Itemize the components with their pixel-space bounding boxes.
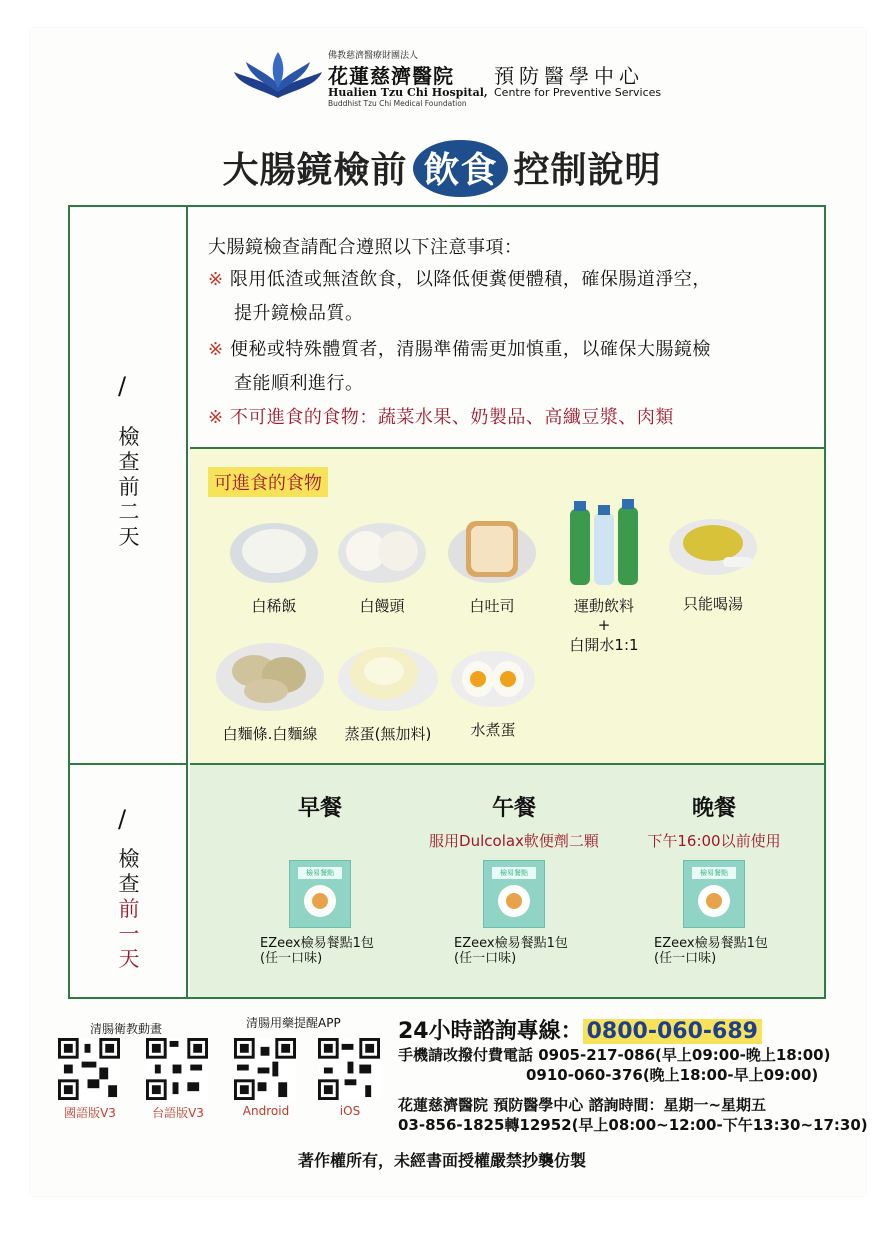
pack-caption-line: (任一口味) xyxy=(654,951,717,966)
food-item xyxy=(224,515,324,616)
copyright-notice: 著作權所有，未經書面授權嚴禁抄襲仿製 xyxy=(297,1151,586,1170)
vertical-label-top xyxy=(116,425,142,550)
meal-note: 服用Dulcolax軟便劑二顆 xyxy=(429,832,599,850)
food-item xyxy=(546,499,662,655)
food-caption: 白麵條.白麵線 xyxy=(222,725,318,743)
food-item xyxy=(658,509,768,614)
food-item xyxy=(448,649,538,740)
label-char: 一 xyxy=(118,922,140,946)
note-item-1 xyxy=(208,265,711,291)
label-char: 查 xyxy=(118,450,140,474)
note-item-3 xyxy=(208,403,674,429)
centre-hours: 花蓮慈濟醫院 預防醫學中心 諮詢時間：星期一~星期五 xyxy=(398,1096,767,1114)
label-char: 二 xyxy=(118,500,140,524)
food-item xyxy=(210,635,330,744)
instruction-table xyxy=(68,205,826,999)
hospital-header xyxy=(232,48,672,108)
food-item xyxy=(442,513,542,616)
hotline-label: 24小時諮詢專線： xyxy=(398,1019,583,1044)
steamed-egg-icon xyxy=(336,635,440,713)
qr-caption: iOS xyxy=(339,1104,361,1118)
label-char: 前 xyxy=(118,475,140,499)
pack-label: 檢易餐點 xyxy=(692,867,736,879)
food-caption: 白饅頭 xyxy=(359,597,405,615)
label-char: 天 xyxy=(118,947,140,971)
ezeex-pack-icon xyxy=(289,860,351,928)
pack-caption-line: EZeex檢易餐點1包 xyxy=(260,936,374,951)
pack-label: 檢易餐點 xyxy=(298,867,342,879)
hotline-number[interactable]: 0800-060-689 xyxy=(583,1019,762,1044)
boiled-egg-icon xyxy=(450,649,536,709)
food-caption: 水煮蛋 xyxy=(470,721,516,739)
hospital-name-en: Hualien Tzu Chi Hospital, xyxy=(328,86,488,99)
label-char: 天 xyxy=(118,525,140,549)
pack-caption xyxy=(654,936,814,966)
note-item-2 xyxy=(208,335,711,361)
noodles-icon xyxy=(214,635,326,713)
qr-code-icon[interactable] xyxy=(234,1038,296,1100)
title-after: 控制說明 xyxy=(513,150,662,191)
qr-caption: Android xyxy=(242,1104,290,1118)
ezeex-pack-icon xyxy=(683,860,745,928)
rice-porridge-icon xyxy=(228,515,320,585)
white-toast-icon xyxy=(446,513,538,585)
food-caption: 白吐司 xyxy=(469,597,515,615)
pack-caption xyxy=(454,936,614,966)
foundation-small-text: 佛教慈濟醫療財團法人 xyxy=(328,51,419,61)
two-days-before-label xyxy=(70,207,186,763)
note-item-2-cont: 查能順利進行。 xyxy=(234,373,364,394)
note-item-1-cont: 提升鏡檢品質。 xyxy=(234,303,364,324)
lotus-logo-icon xyxy=(232,50,324,102)
slash-mark: / xyxy=(118,372,127,400)
note-text: 不可進食的食物：蔬菜水果、奶製品、高纖豆漿、肉類 xyxy=(229,407,674,428)
label-char: 檢 xyxy=(118,847,140,871)
foundation-en: Buddhist Tzu Chi Medical Foundation xyxy=(328,99,467,108)
food-caption: 運動飲料 xyxy=(573,597,634,615)
centre-name-zh: 預防醫學中心 xyxy=(494,64,644,88)
day-label-column xyxy=(70,207,188,997)
note-text: 限用低渣或無渣飲食，以降低便糞便體積，確保腸道淨空， xyxy=(229,269,711,290)
pack-caption-line: EZeex檢易餐點1包 xyxy=(654,936,768,951)
meal-note: 下午16:00以前使用 xyxy=(647,832,781,850)
centre-phone: 03-856-1825轉12952(早上08:00~12:00-下午13:30~17:30) xyxy=(398,1116,868,1134)
reference-mark-icon: ※ xyxy=(208,269,224,290)
page-title xyxy=(0,140,884,197)
vertical-label-bottom xyxy=(116,847,142,972)
slash-mark: / xyxy=(118,805,127,833)
pack-label: 檢易餐點 xyxy=(492,867,536,879)
meal-lunch xyxy=(414,791,614,966)
pack-caption-line: (任一口味) xyxy=(260,951,323,966)
mobile-line-1: 手機請改撥付費電話 0905-217-086(早上09:00-晚上18:00) xyxy=(398,1046,831,1064)
meal-dinner xyxy=(614,791,814,966)
allowed-foods-section xyxy=(190,449,824,765)
food-caption: 只能喝湯 xyxy=(682,595,743,613)
steamed-bun-icon xyxy=(336,515,428,585)
allowed-foods-heading: 可進食的食物 xyxy=(208,467,328,497)
qr-code-icon[interactable] xyxy=(58,1038,120,1100)
label-char: 查 xyxy=(118,872,140,896)
ezeex-pack-icon xyxy=(483,860,545,928)
hotline xyxy=(398,1014,762,1045)
one-day-before-label xyxy=(70,763,186,999)
label-char: 前 xyxy=(118,897,140,921)
qr-code-icon[interactable] xyxy=(146,1038,208,1100)
qr-code-icon[interactable] xyxy=(318,1038,380,1100)
qr-title-animation: 清腸衛教動畫 xyxy=(90,1022,163,1036)
title-before: 大腸鏡檢前 xyxy=(222,150,408,191)
sports-drink-bottles-icon xyxy=(564,499,644,585)
food-item xyxy=(328,635,448,744)
food-item xyxy=(332,515,432,616)
label-char: 檢 xyxy=(118,425,140,449)
meal-name: 晚餐 xyxy=(691,796,736,821)
centre-name-en: Centre for Preventive Services xyxy=(494,86,662,99)
title-pill: 飲食 xyxy=(413,140,507,197)
food-caption: 蒸蛋(無加料) xyxy=(344,725,432,743)
qr-title-app: 清腸用藥提醒APP xyxy=(246,1016,341,1030)
plus-sign: + xyxy=(597,616,611,634)
water-ratio: 白開水1:1 xyxy=(569,636,639,654)
notes-intro: 大腸鏡檢查請配合遵照以下注意事項： xyxy=(208,237,523,258)
pack-caption-line: (任一口味) xyxy=(454,951,517,966)
reference-mark-icon: ※ xyxy=(208,339,224,360)
pack-caption xyxy=(260,936,420,966)
pack-caption-line: EZeex檢易餐點1包 xyxy=(454,936,568,951)
reference-mark-icon: ※ xyxy=(208,407,224,428)
food-caption: 白稀飯 xyxy=(251,597,297,615)
meal-name: 午餐 xyxy=(491,796,536,821)
meal-plan-section xyxy=(190,765,824,997)
mobile-line-2: 0910-060-376(晚上18:00-早上09:00) xyxy=(526,1066,819,1084)
precautions-section xyxy=(190,207,824,449)
note-text: 便秘或特殊體質者，清腸準備需更加慎重，以確保大腸鏡檢 xyxy=(229,339,711,360)
soup-bowl-icon xyxy=(667,509,759,583)
qr-caption: 國語版V3 xyxy=(64,1106,116,1120)
qr-caption: 台語版V3 xyxy=(152,1106,204,1120)
meal-breakfast xyxy=(220,791,420,966)
meal-note xyxy=(220,830,420,848)
meal-name: 早餐 xyxy=(297,796,342,821)
hospital-name-zh: 花蓮慈濟醫院 xyxy=(328,64,454,88)
